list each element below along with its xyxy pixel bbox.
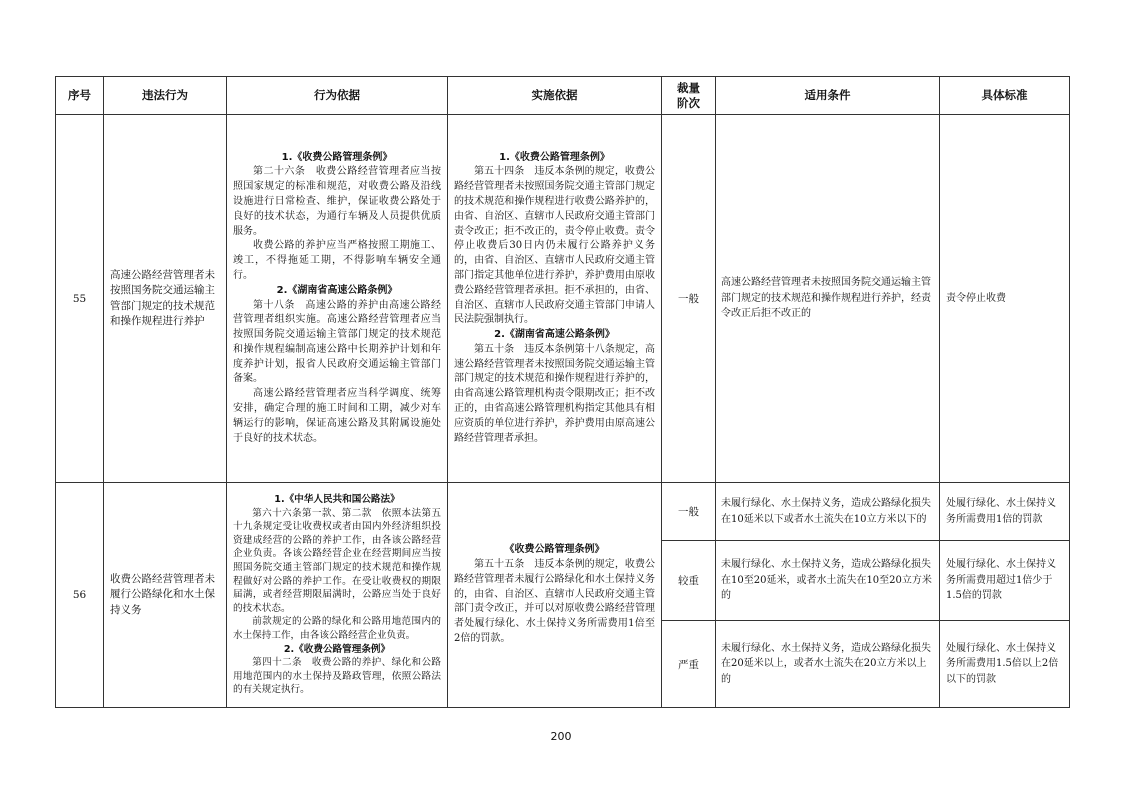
condition-cell: 未履行绿化、水土保持义务，造成公路绿化损失在10至20延米，或者水土流失在10至20立方米的: [716, 541, 940, 621]
impl-basis-cell: [448, 483, 662, 708]
table-row-56: [56, 483, 1070, 541]
standard-cell: 处履行绿化、水土保持义务所需费用1倍的罚款: [940, 483, 1070, 541]
impl-basis-cell: [448, 115, 662, 483]
row-number: 56: [56, 483, 104, 708]
standard-cell: 责令停止收费: [940, 115, 1070, 483]
law-paragraph: 第五十条 违反本条例第十八条规定，高速公路经营管理者未按照国务院交通运输主管部门规定的技术规范和操作规程进行养护的，由省高速公路管理机构责令限期改正；拒不改正的，由省高速公路管理机构指定其他具有相应资质的单位进行养护，养护费用由原高速公路经营管理者承担。: [454, 343, 655, 444]
law-title: 《收费公路管理条例》: [504, 544, 605, 556]
violation-cell: 收费公路经营管理者未履行公路绿化和水土保持义务: [104, 483, 227, 708]
law-paragraph: 第六十六条第一款、第二款 依照本法第五十九条规定受让收费权或者由国内外经济组织投资建成经营的公路的养护工作，由各该公路经营企业负责。各该公路经营企业在经营期间应当按照国务院交通主管部门规定的技术规范和操作规程做好对公路的养护工作。在受让收费权的期限届满，或者经营期限届满时，公路应当处于良好的技术状态。: [233, 507, 441, 614]
law-title: 1.《收费公路管理条例》: [281, 151, 393, 163]
header-condition: 适用条件: [716, 77, 940, 115]
condition-cell: 高速公路经营管理者未按照国务院交通运输主管部门规定的技术规范和操作规程进行养护，经责令改正后拒不改正的: [716, 115, 940, 483]
page-number: 200: [550, 730, 572, 743]
table-row-55: [56, 115, 1070, 483]
header-violation: 违法行为: [104, 77, 227, 115]
level-cell: 较重: [662, 541, 716, 621]
law-paragraph: 第五十四条 违反本条例的规定，收费公路经营管理者未按照国务院交通主管部门规定的技术规范和操作规程进行收费公路养护的，由省、自治区、直辖市人民政府交通主管部门责令改正；拒不改正的，责令停止收费。责令停止收费后30日内仍未履行公路养护义务的，由省、自治区、直辖市人民政府交通主管部门指定其他单位进行养护，养护费用由原收费公路经营管理者承担。拒不承担的，由省、自治区、直辖市人民政府交通主管部门申请人民法院强制执行。: [454, 166, 655, 326]
header-level: 裁量阶次: [662, 77, 716, 115]
row-number: 55: [56, 115, 104, 483]
law-paragraph: 高速公路经营管理者应当科学调度、统筹安排，确定合理的施工时间和工期，减少对车辆运行的影响，保证高速公路及其附属设施处于良好的技术状态。: [233, 388, 441, 444]
behavior-basis-cell: [227, 115, 448, 483]
law-paragraph: 前款规定的公路的绿化和公路用地范围内的水土保持工作，由各该公路经营企业负责。: [233, 616, 441, 641]
law-title: 2.《湖南省高速公路条例》: [494, 329, 615, 341]
condition-cell: 未履行绿化、水土保持义务，造成公路绿化损失在20延米以上，或者水土流失在20立方米以上的: [716, 621, 940, 708]
violation-cell: 高速公路经营管理者未按照国务院交通运输主管部门规定的技术规范和操作规程进行养护: [104, 115, 227, 483]
standard-cell: 处履行绿化、水土保持义务所需费用超过1倍少于1.5倍的罚款: [940, 541, 1070, 621]
law-title: 1.《中华人民共和国公路法》: [274, 494, 400, 506]
header-row: [56, 77, 1070, 115]
law-title: 1.《收费公路管理条例》: [499, 151, 610, 163]
behavior-basis-cell: [227, 483, 448, 708]
law-paragraph: 第十八条 高速公路的养护由高速公路经营管理者组织实施。高速公路经营管理者应当按照国务院交通运输主管部门规定的技术规范和操作规程编制高速公路中长期养护计划和年度养护计划，报省人民政府交通运输主管部门备案。: [233, 299, 441, 385]
law-paragraph: 收费公路的养护应当严格按照工期施工、竣工，不得拖延工期，不得影响车辆安全通行。: [233, 240, 441, 281]
law-paragraph: 第五十五条 违反本条例的规定，收费公路经营管理者未履行公路绿化和水土保持义务的，由省、自治区、直辖市人民政府交通主管部门责令改正，并可以对原收费公路经营管理者处履行绿化、水土保持义务所需费用1倍至2倍的罚款。: [454, 559, 655, 644]
level-cell: 一般: [662, 115, 716, 483]
law-title: 2.《收费公路管理条例》: [283, 643, 391, 655]
penalty-discretion-table: [55, 76, 1070, 708]
law-paragraph: 第四十二条 收费公路的养护、绿化和公路用地范围内的水土保持及路政管理，依照公路法的有关规定执行。: [233, 657, 441, 696]
standard-cell: 处履行绿化、水土保持义务所需费用1.5倍以上2倍以下的罚款: [940, 621, 1070, 708]
header-impl-basis: 实施依据: [448, 77, 662, 115]
header-standard: 具体标准: [940, 77, 1070, 115]
law-title: 2.《湖南省高速公路条例》: [276, 284, 398, 296]
header-behavior-basis: 行为依据: [227, 77, 448, 115]
law-paragraph: 第二十六条 收费公路经营管理者应当按照国家规定的标准和规范，对收费公路及沿线设施进行日常检查、维护，保证收费公路处于良好的技术状态，为通行车辆及人员提供优质服务。: [233, 166, 441, 237]
header-num: 序号: [56, 77, 104, 115]
level-cell: 一般: [662, 483, 716, 541]
level-cell: 严重: [662, 621, 716, 708]
condition-cell: 未履行绿化、水土保持义务，造成公路绿化损失在10延米以下或者水土流失在10立方米以下的: [716, 483, 940, 541]
